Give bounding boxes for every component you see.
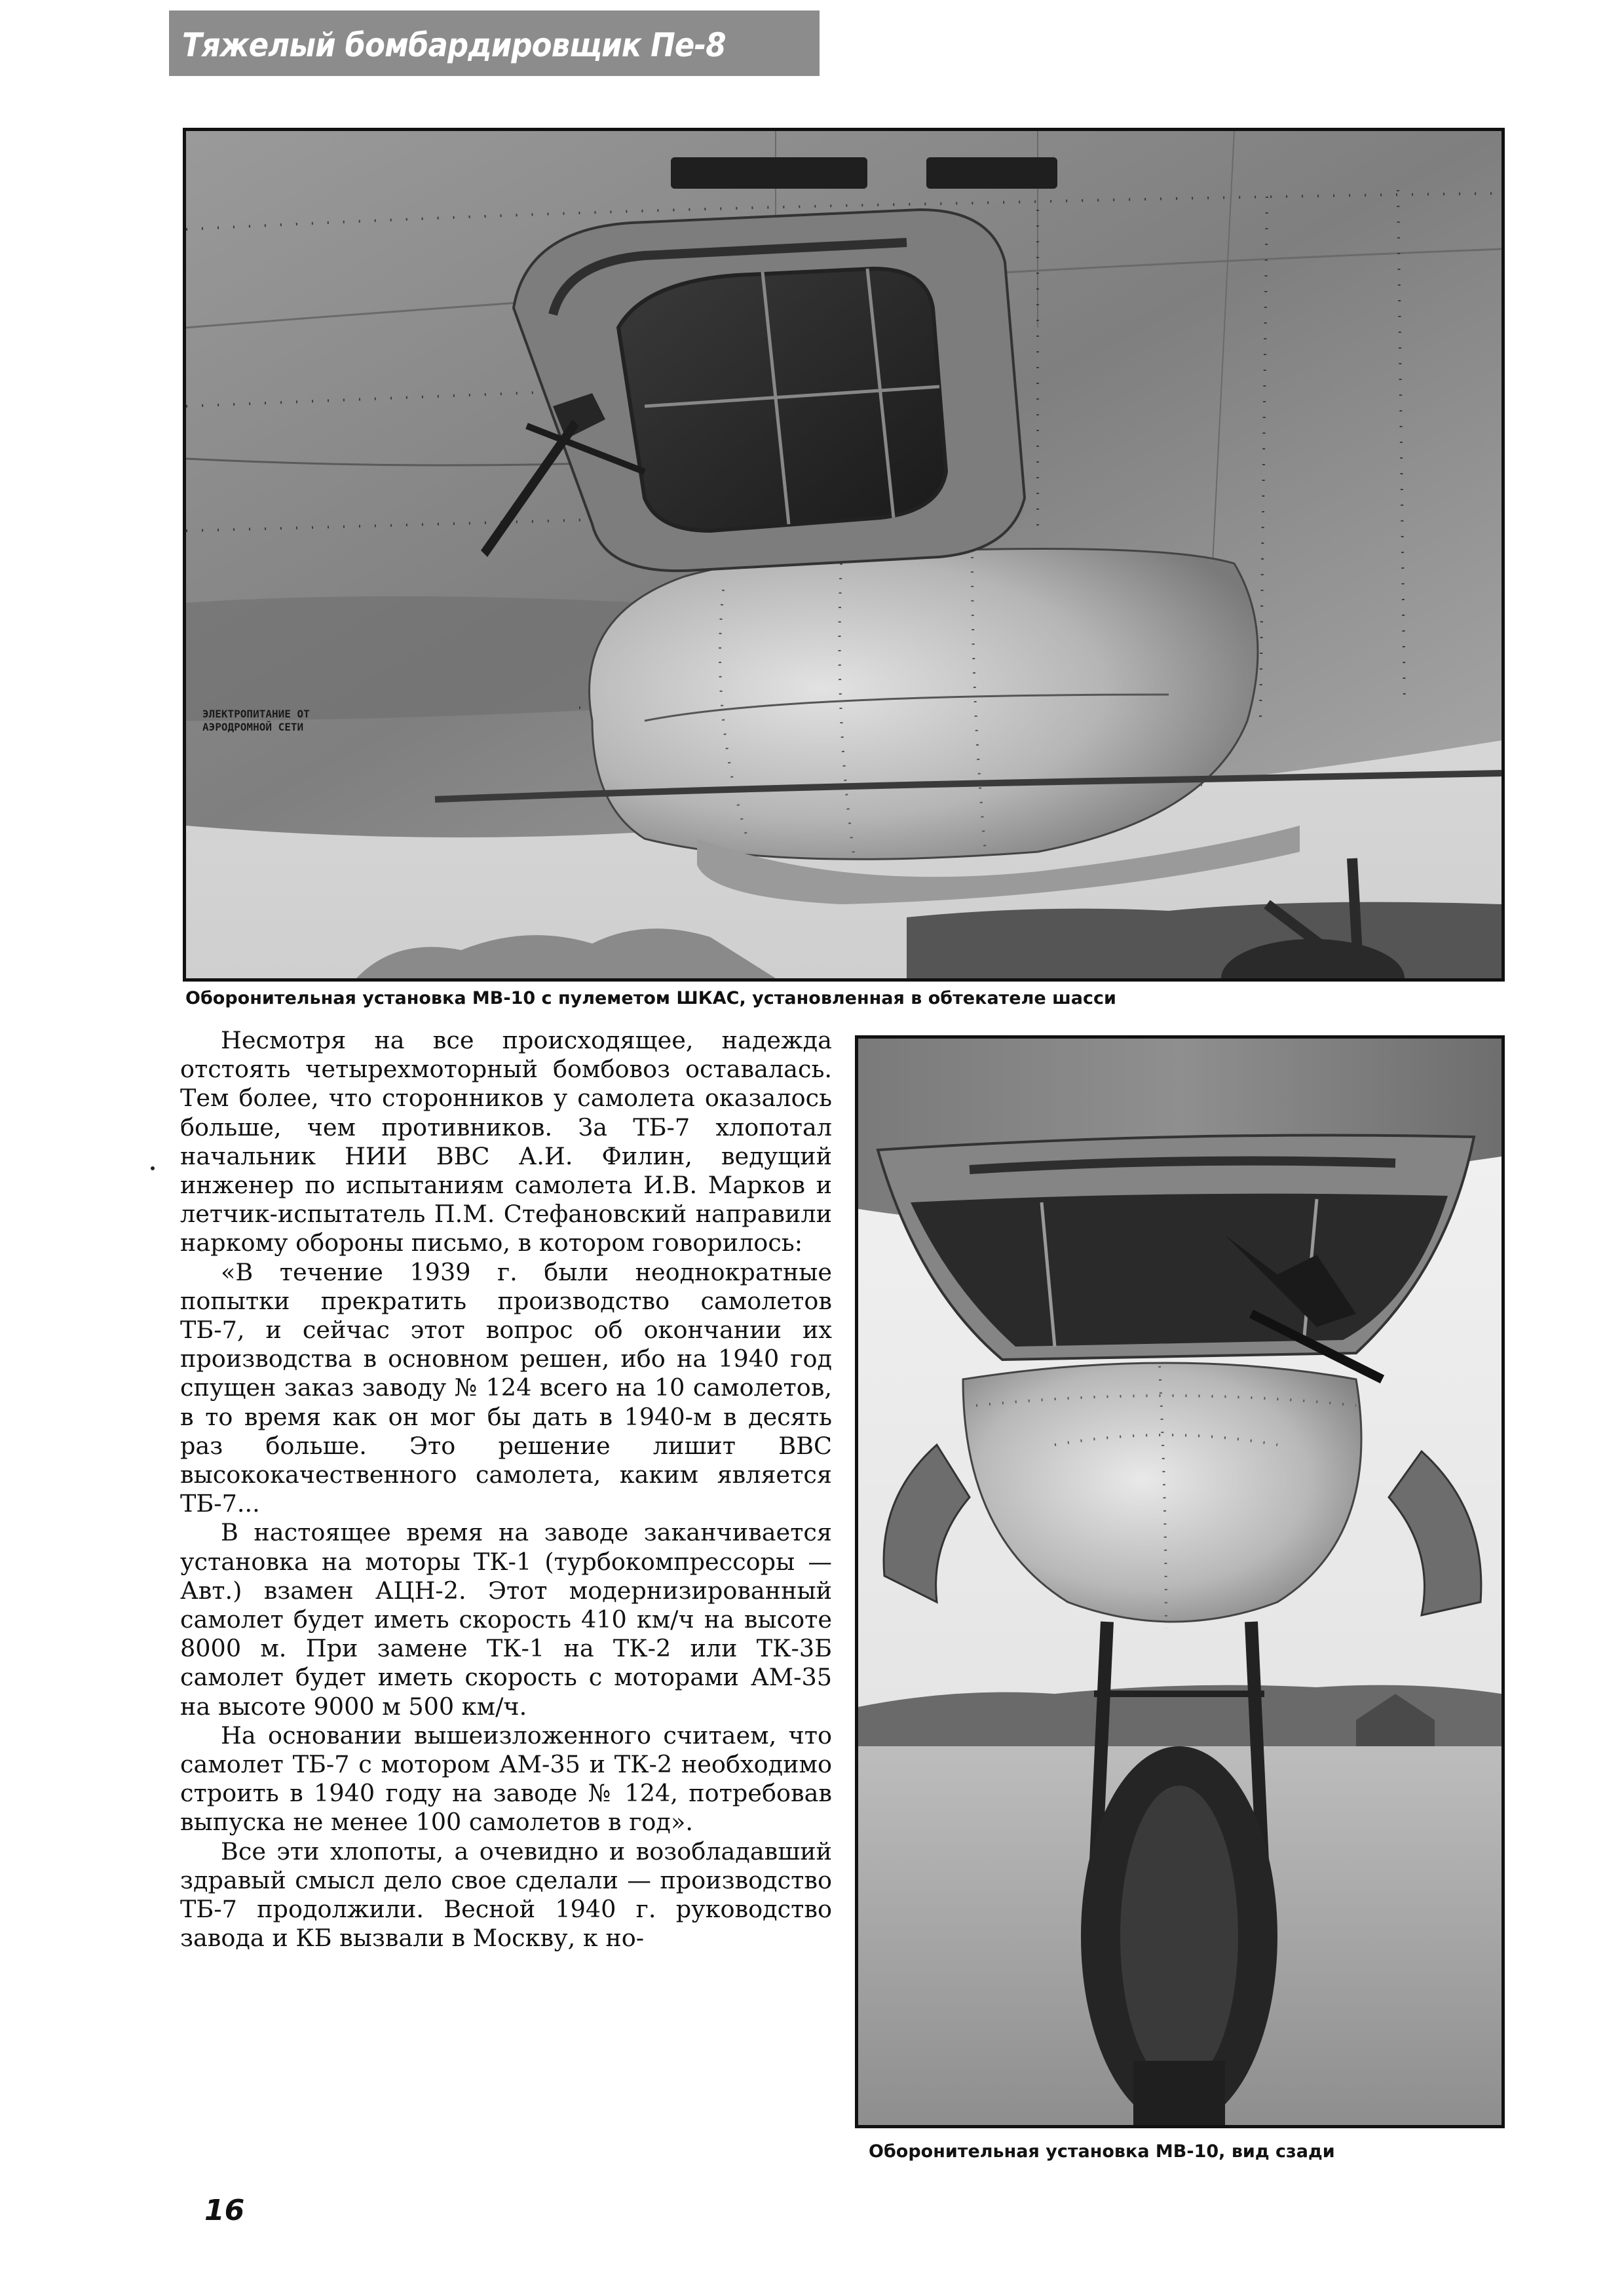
paragraph-5: Все эти хлопоты, а очевидно и возобладавший здравый смысл дело свое сделали — производство ТБ-7 продолжили. Весной 1940 г. руководство завода и КБ вызвали в Москву, к но- (180, 1837, 832, 1953)
paragraph-2-quote: «В течение 1939 г. были неоднократные попытки прекратить производство самолетов ТБ-7, и сейчас этот вопрос об окончании их производства в основном решен, ибо на 1940 год спущен заказ заводу № 124 всего на 10 самолетов, в то время как он мог бы дать в 1940-м в десять раз больше. Это решение лишит ВВС высококачественного самолета, каким является ТБ-7... (180, 1257, 832, 1518)
page-number: 16 (204, 2194, 245, 2227)
photo-gun-turret-side (183, 128, 1505, 982)
photo-gun-turret-rear (855, 1035, 1505, 2128)
paragraph-4-quote: На основании вышеизложенного считаем, что самолет ТБ-7 с мотором АМ-35 и ТК-2 необходимо строить в 1940 году на заводе № 124, потребовав выпуска не менее 100 самолетов в год». (180, 1721, 832, 1837)
paragraph-3-quote: В настоящее время на заводе заканчивается установка на моторы ТК-1 (турбокомпрессоры — Авт.) взамен АЦН-2. Этот модернизированный самолет будет иметь скорость 410 км/ч на высоте 8000 м. При замене ТК-1 на ТК-2 или ТК-3Б самолет будет иметь скорость с моторами АМ-35 на высоте 9000 м 500 км/ч. (180, 1518, 832, 1721)
caption-rear-photo: Оборонительная установка МВ-10, вид сзади (869, 2141, 1335, 2162)
caption-top-photo: Оборонительная установка МВ-10 с пулеметом ШКАС, установленная в обтекателе шасси (185, 988, 1116, 1008)
stencil-text-line-1: ЭЛЕКТРОПИТАНИЕ ОТ (202, 708, 310, 720)
stencil-text-line-2: АЭРОДРОМНОЙ СЕТИ (202, 721, 304, 733)
paragraph-1: Несмотря на все происходящее, надежда отстоять четырехмоторный бомбовоз оставалась. Тем более, что сторонников у самолета оказалось больше, чем противников. За ТБ-7 хлопотал начальник НИИ ВВС А.И. Филин, ведущий инженер по испытаниям самолета И.В. Марков и летчик-испытатель П.М. Стефановский направили наркому обороны письмо, в котором говорилось: (180, 1026, 832, 1257)
body-text-column (180, 1026, 832, 1953)
running-header-title: Тяжелый бомбардировщик Пе-8 (182, 26, 726, 64)
margin-dot (151, 1166, 155, 1170)
